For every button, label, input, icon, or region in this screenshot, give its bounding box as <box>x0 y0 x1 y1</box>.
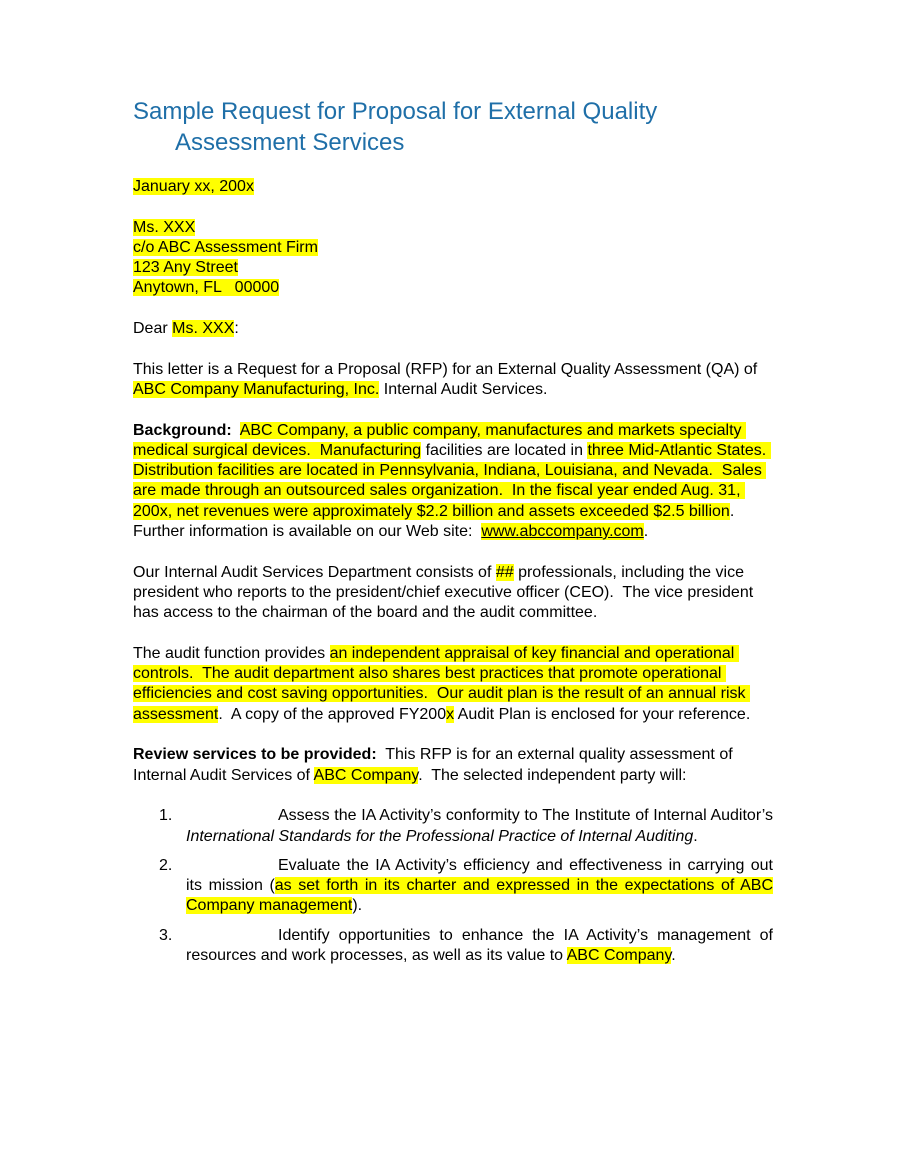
website-link[interactable]: www.abccompany.com <box>481 523 644 541</box>
recipient-street: 123 Any Street <box>133 259 238 277</box>
recipient-name: Ms. XXX <box>133 218 196 236</box>
background-paragraph: Background: ABC Company, a public company, manufactures and markets specialty medical surgical devices. Manufacturing facilities are located in three Mid-Atlantic States. Distribution facilities are located in Pennsylvania, Indiana, Louisiana, and Nevada. Sales are made through an outsourced sales organization. In the fiscal year ended Aug. 31, 200x, net revenues were approximately $2.2 billion and assets exceeded $2.5 billion. Further information is available on our Web site: www.abccompany.com. <box>133 421 771 541</box>
title-line-2: Assessment Services <box>175 129 405 156</box>
intro-paragraph: This letter is a Request for a Proposal (RFP) for an External Quality Assessment (QA) of ABC Company Manufacturing, Inc. Internal Audit Services. <box>133 360 758 398</box>
list-item: 2. Evaluate the IA Activity’s efficiency and effectiveness in carrying out its mission (as set forth in its charter and expressed in the expectations of ABC Company management). <box>159 856 773 915</box>
title-line-1: Sample Request for Proposal for External Quality <box>133 98 658 125</box>
department-paragraph: Our Internal Audit Services Department consists of ## professionals, including the vice president who reports to the president/chief executive officer (CEO). The vice president has access to the chairman of the board and the audit committee. <box>133 563 758 622</box>
review-label: Review services to be provided: <box>133 746 377 764</box>
list-item: 3. Identify opportunities to enhance the IA Activity’s management of resources and work processes, as well as its value to ABC Company. <box>159 926 773 964</box>
document-title <box>133 96 773 158</box>
letter-date: January xx, 200x <box>133 178 254 195</box>
salutation: Dear Ms. XXX: <box>133 320 239 338</box>
recipient-address <box>133 218 773 299</box>
recipient-firm: c/o ABC Assessment Firm <box>133 238 318 256</box>
recipient-city: Anytown, FL 00000 <box>133 279 280 297</box>
background-label: Background: <box>133 421 232 439</box>
letter-body <box>133 177 773 975</box>
list-item: 1. Assess the IA Activity’s conformity to The Institute of Internal Auditor’s International Standards for the Professional Practice of Internal Auditing. <box>159 807 773 845</box>
services-list <box>133 806 773 966</box>
review-paragraph: Review services to be provided: This RFP is for an external quality assessment of Internal Audit Services of ABC Company. The selected independent party will: <box>133 746 738 784</box>
audit-function-paragraph: The audit function provides an independent appraisal of key financial and operational controls. The audit department also shares best practices that promote operational efficiencies and cost saving opportunities. Our audit plan is the result of an annual risk assessment. A copy of the approved FY200x Audit Plan is enclosed for your reference. <box>133 644 751 723</box>
